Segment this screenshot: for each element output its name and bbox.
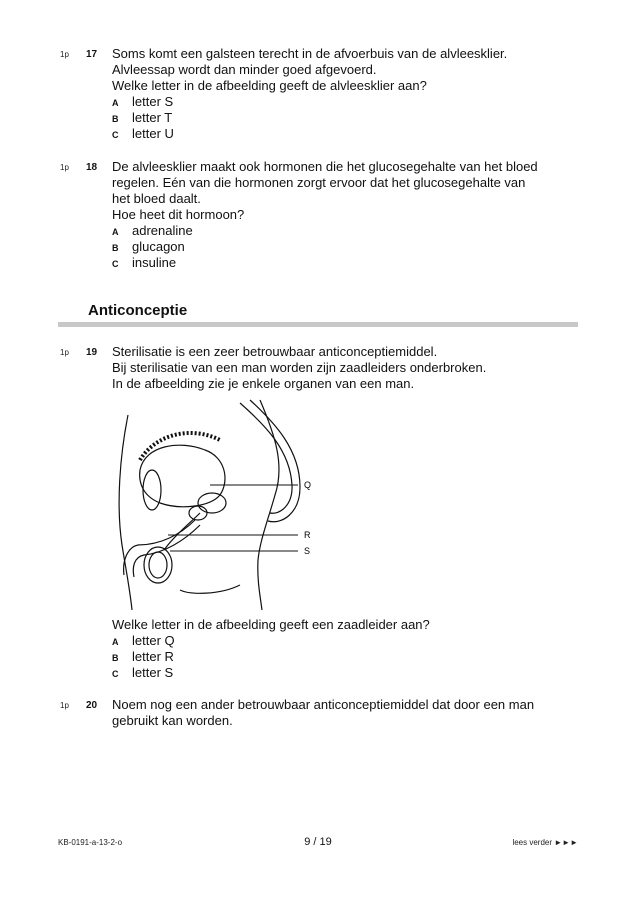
points-label: 1p [60,163,69,172]
answer-option-c[interactable]: C letter U [112,126,174,141]
question-text-line: Hoe heet dit hormoon? [112,207,245,222]
question-body [112,159,572,271]
question-text-line: gebruikt kan worden. [112,713,233,728]
answer-option-a[interactable]: A letter S [112,94,174,109]
question-prompt: Welke letter in de afbeelding geeft een zaadleider aan? [112,617,430,632]
male-anatomy-figure [100,395,330,615]
question-text-line: In de afbeelding zie je enkele organen van een man. [112,376,415,391]
question-text-line: Soms komt een galsteen terecht in de afvoerbuis van de alvleesklier. [112,46,508,61]
question-text-line: Bij sterilisatie van een man worden zijn zaadleiders onderbroken. [112,360,487,375]
question-text-line: Noem nog een ander betrouwbaar anticonceptiemiddel dat door een man [112,697,535,712]
question-body [112,46,572,142]
document-code: KB-0191-a-13-2-o [58,838,123,847]
question-number: 19 [86,347,98,358]
question-text-line: regelen. Eén van die hormonen zorgt ervoor dat het glucosegehalte van [112,175,526,190]
figure-label-s: S [304,546,311,556]
answer-option-a[interactable]: A letter Q [112,633,175,648]
page-number: 9 / 19 [304,836,332,848]
points-label: 1p [60,348,69,357]
question-body [112,617,572,681]
answer-option-c[interactable]: C letter S [112,665,174,680]
question-text-line: Welke letter in de afbeelding geeft de alvleesklier aan? [112,78,427,93]
question-text-line: Sterilisatie is een zeer betrouwbaar anticonceptiemiddel. [112,344,438,359]
figure-label-q: Q [304,480,312,490]
section-divider [58,322,578,327]
section-title: Anticonceptie [88,302,188,319]
question-text-line: De alvleesklier maakt ook hormonen die het glucosegehalte van het bloed [112,159,538,174]
points-label: 1p [60,701,69,710]
answer-option-b[interactable]: B letter R [112,649,174,664]
question-number: 18 [86,162,98,173]
answer-option-b[interactable]: B glucagon [112,239,185,254]
question-body [112,344,572,392]
question-text-line: het bloed daalt. [112,191,201,206]
question-number: 17 [86,49,98,60]
question-body [112,697,572,729]
points-label: 1p [60,50,69,59]
answer-option-a[interactable]: A adrenaline [112,223,193,238]
answer-option-b[interactable]: B letter T [112,110,173,125]
question-text-line: Alvleessap wordt dan minder goed afgevoerd. [112,62,377,77]
continue-indicator: lees verder ►►► [512,838,578,847]
question-number: 20 [86,700,98,711]
answer-option-c[interactable]: C insuline [112,255,177,270]
figure-label-r: R [304,530,311,540]
